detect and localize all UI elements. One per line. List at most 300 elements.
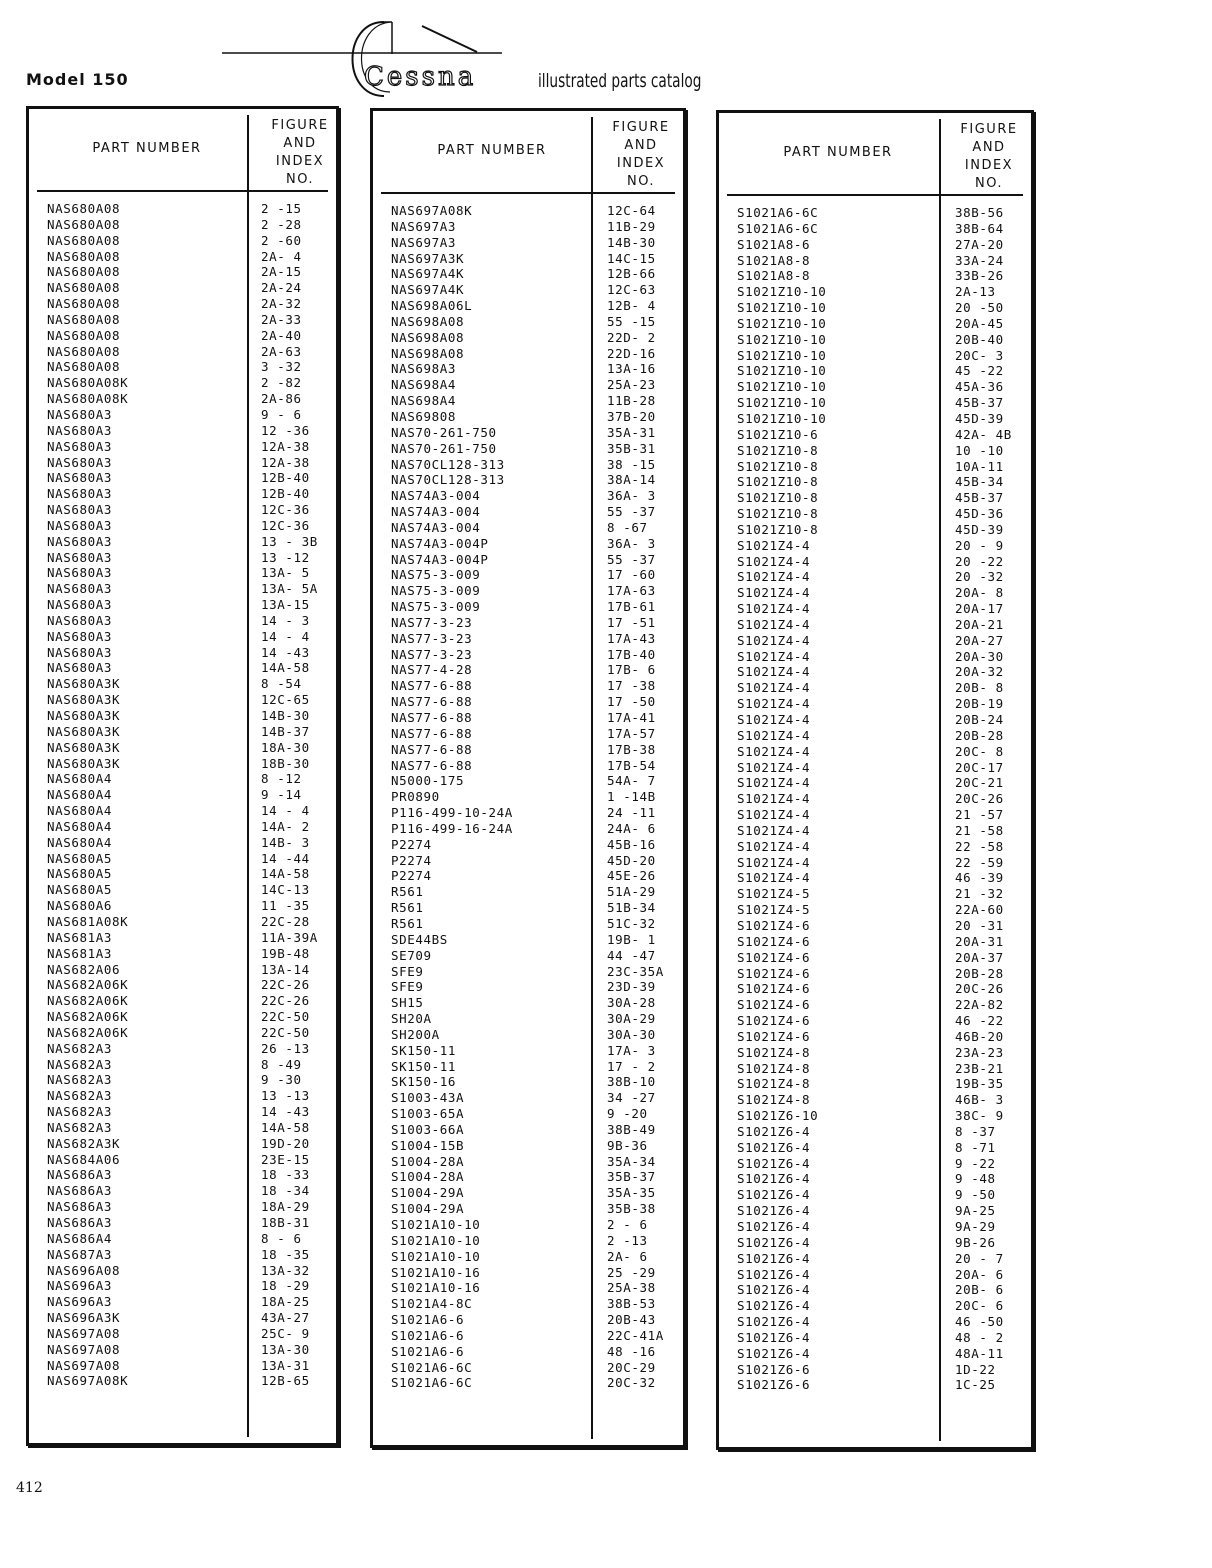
figure-index: 22C-50 bbox=[261, 1024, 310, 1040]
part-number: P116-499-16-24A bbox=[391, 820, 513, 836]
table-row bbox=[373, 377, 683, 393]
table-row bbox=[719, 1377, 1031, 1393]
part-number: NAS680A4 bbox=[47, 834, 113, 850]
figure-index: 8 -49 bbox=[261, 1056, 302, 1072]
figure-index: 51B-34 bbox=[607, 900, 656, 916]
figure-index: 14B-30 bbox=[261, 708, 310, 723]
table-row bbox=[719, 253, 1031, 269]
part-number: S1003-43A bbox=[391, 1090, 465, 1106]
figure-index: 20B- 6 bbox=[955, 1282, 1004, 1298]
part-number: NAS687A3 bbox=[47, 1246, 113, 1262]
part-number: S1021Z6-4 bbox=[737, 1155, 811, 1171]
part-number: S1004-29A bbox=[391, 1201, 465, 1217]
figure-index: 45D-20 bbox=[607, 852, 656, 868]
figure-index: 2A- 4 bbox=[261, 248, 302, 264]
table-row bbox=[29, 518, 336, 534]
part-number: NAS77-4-28 bbox=[391, 662, 473, 678]
part-number: NAS680A08 bbox=[47, 343, 121, 359]
figure-index: 25C- 9 bbox=[261, 1325, 310, 1341]
table-row bbox=[373, 1201, 683, 1217]
table-row bbox=[29, 201, 336, 217]
figure-index: 45A-36 bbox=[955, 379, 1004, 395]
figure-index: 12C-36 bbox=[261, 502, 310, 518]
part-number: NAS680A3 bbox=[47, 612, 113, 628]
part-number: NAS680A3K bbox=[47, 739, 121, 755]
table-row bbox=[29, 1231, 336, 1247]
figure-index: 14 - 4 bbox=[261, 628, 310, 644]
figure-index: 12C-36 bbox=[261, 517, 310, 533]
column-header bbox=[37, 115, 328, 192]
figure-index: 12B-65 bbox=[261, 1373, 310, 1389]
part-number: S1021Z6-4 bbox=[737, 1234, 811, 1250]
part-number: S1021Z10-8 bbox=[737, 521, 819, 537]
part-number: P116-499-10-24A bbox=[391, 805, 513, 821]
part-number: S1021Z4-5 bbox=[737, 886, 811, 902]
table-row bbox=[29, 962, 336, 978]
figure-index: 9 -20 bbox=[607, 1106, 648, 1122]
part-number: NAS69808 bbox=[391, 408, 457, 424]
catalog-title: illustrated parts catalog bbox=[538, 70, 702, 92]
part-number: S1004-15B bbox=[391, 1137, 465, 1153]
figure-index: 8 -12 bbox=[261, 771, 302, 787]
figure-index: 42A- 4B bbox=[955, 426, 1012, 442]
table-row bbox=[29, 344, 336, 360]
part-number: NAS680A08K bbox=[47, 375, 129, 391]
part-number: NAS682A3 bbox=[47, 1040, 113, 1056]
table-row bbox=[719, 744, 1031, 760]
figure-index: 35A-34 bbox=[607, 1153, 656, 1169]
figure-index: 36A- 3 bbox=[607, 488, 656, 504]
table-row bbox=[719, 1282, 1031, 1298]
table-row bbox=[719, 395, 1031, 411]
figure-index: 18 -33 bbox=[261, 1167, 310, 1183]
part-number: NAS698A06L bbox=[391, 298, 473, 314]
part-number: NAS680A3K bbox=[47, 723, 121, 739]
part-number: S1021Z4-4 bbox=[737, 727, 811, 743]
parts-column-2 bbox=[370, 108, 686, 1448]
table-row bbox=[719, 490, 1031, 506]
figure-index: 20B-28 bbox=[955, 727, 1004, 743]
figure-index: 20A-21 bbox=[955, 616, 1004, 632]
figure-index: 13A- 5 bbox=[261, 565, 310, 581]
figure-index: 20C-26 bbox=[955, 981, 1004, 997]
table-row bbox=[373, 1138, 683, 1154]
part-number: NAS697A3K bbox=[391, 250, 465, 266]
part-number: NAS682A3 bbox=[47, 1088, 113, 1104]
part-number: S1021Z6-6 bbox=[737, 1377, 811, 1393]
figure-index: 19B-48 bbox=[261, 945, 310, 961]
figure-index: 18 -29 bbox=[261, 1278, 310, 1294]
figure-index: 2A- 6 bbox=[607, 1248, 648, 1264]
figure-index: 19D-20 bbox=[261, 1135, 310, 1151]
figure-index: 48A-11 bbox=[955, 1345, 1004, 1361]
part-number: S1021Z4-5 bbox=[737, 902, 811, 918]
model-label: Model 150 bbox=[26, 70, 129, 89]
table-row bbox=[29, 946, 336, 962]
part-number: S1021Z4-4 bbox=[737, 712, 811, 727]
part-number: NAS680A3 bbox=[47, 486, 113, 502]
part-number: NAS697A08K bbox=[47, 1373, 129, 1389]
part-number: NAS680A5 bbox=[47, 866, 113, 882]
part-number: S1021A6-6C bbox=[737, 220, 819, 236]
part-number: NAS74A3-004 bbox=[391, 519, 481, 535]
table-row bbox=[29, 676, 336, 692]
part-number: NAS77-6-88 bbox=[391, 725, 473, 741]
part-number: S1021Z6-10 bbox=[737, 1108, 819, 1124]
table-row bbox=[373, 1043, 683, 1059]
figure-index: 20C-29 bbox=[607, 1359, 656, 1375]
table-row bbox=[29, 724, 336, 740]
part-number: NAS682A06K bbox=[47, 993, 129, 1009]
part-number: NAS77-3-23 bbox=[391, 614, 473, 630]
figure-index: 1C-25 bbox=[955, 1377, 996, 1393]
part-number: NAS77-3-23 bbox=[391, 630, 473, 646]
figure-index: 34 -27 bbox=[607, 1090, 656, 1106]
figure-index: 38B-49 bbox=[607, 1121, 656, 1137]
part-number: NAS74A3-004 bbox=[391, 504, 481, 520]
figure-index: 17 -38 bbox=[607, 678, 656, 694]
part-number: S1021Z10-10 bbox=[737, 379, 827, 395]
part-number: S1021Z6-4 bbox=[737, 1123, 811, 1139]
part-number: P2274 bbox=[391, 836, 432, 852]
column-header bbox=[381, 117, 675, 194]
table-row bbox=[719, 1061, 1031, 1077]
part-number: SFE9 bbox=[391, 963, 424, 979]
part-number: NAS75-3-009 bbox=[391, 583, 481, 599]
figure-index: 8 - 6 bbox=[261, 1230, 302, 1246]
part-number: S1004-29A bbox=[391, 1185, 465, 1201]
figure-index: 23D-39 bbox=[607, 979, 656, 995]
table-row bbox=[373, 758, 683, 774]
table-row bbox=[29, 312, 336, 328]
figure-index: 17B-40 bbox=[607, 646, 656, 662]
part-number: S1021Z4-4 bbox=[737, 759, 811, 775]
figure-index: 22C-28 bbox=[261, 913, 310, 929]
table-row bbox=[373, 742, 683, 758]
table-row bbox=[29, 771, 336, 787]
part-number: S1021A6-6C bbox=[391, 1359, 473, 1375]
part-number: NAS77-6-88 bbox=[391, 678, 473, 694]
table-row bbox=[719, 839, 1031, 855]
table-row bbox=[373, 1059, 683, 1075]
table-row bbox=[29, 1120, 336, 1136]
table-row bbox=[719, 1314, 1031, 1330]
column-header bbox=[727, 119, 1023, 196]
figure-index: 46 -39 bbox=[955, 870, 1004, 886]
figure-index: 14 -44 bbox=[261, 850, 310, 866]
part-number: NAS682A3 bbox=[47, 1119, 113, 1135]
figure-index: 20C- 3 bbox=[955, 347, 1004, 363]
part-number: S1021Z4-4 bbox=[737, 870, 811, 886]
part-number: NAS75-3-009 bbox=[391, 599, 481, 615]
part-number: NAS680A3 bbox=[47, 422, 113, 438]
table-row bbox=[29, 439, 336, 455]
part-number: NAS70CL128-313 bbox=[391, 456, 505, 472]
table-row bbox=[719, 1076, 1031, 1092]
table-row bbox=[373, 1154, 683, 1170]
figure-index: 22A-82 bbox=[955, 997, 1004, 1013]
table-row bbox=[373, 916, 683, 932]
table-row bbox=[719, 1235, 1031, 1251]
figure-index: 2A-33 bbox=[261, 311, 302, 327]
part-number: S1021A6-6C bbox=[737, 205, 819, 220]
table-row bbox=[719, 1251, 1031, 1267]
part-number: NAS696A3 bbox=[47, 1278, 113, 1294]
table-row bbox=[373, 1249, 683, 1265]
figure-index: 20 - 7 bbox=[955, 1250, 1004, 1266]
figure-index: 12C-63 bbox=[607, 282, 656, 298]
part-number: NAS696A3 bbox=[47, 1294, 113, 1310]
figure-index: 8 -37 bbox=[955, 1123, 996, 1139]
table-row bbox=[373, 1011, 683, 1027]
figure-index: 2A-32 bbox=[261, 296, 302, 312]
part-number: NAS77-6-88 bbox=[391, 710, 473, 725]
figure-index: 13A- 5A bbox=[261, 581, 318, 597]
figure-index: 20 -32 bbox=[955, 569, 1004, 585]
part-number: NAS680A3K bbox=[47, 676, 121, 692]
table-row bbox=[373, 346, 683, 362]
table-row bbox=[719, 411, 1031, 427]
part-number: S1004-28A bbox=[391, 1169, 465, 1185]
table-row bbox=[29, 1183, 336, 1199]
figure-index: 20C-32 bbox=[607, 1375, 656, 1391]
table-row bbox=[719, 1330, 1031, 1346]
part-number: NAS680A3 bbox=[47, 470, 113, 486]
table-row bbox=[373, 1328, 683, 1344]
part-number: NAS680A3 bbox=[47, 533, 113, 549]
table-row bbox=[29, 851, 336, 867]
figure-index: 11A-39A bbox=[261, 929, 318, 945]
table-row bbox=[29, 328, 336, 344]
figure-index: 9 -30 bbox=[261, 1072, 302, 1088]
part-number: NAS681A08K bbox=[47, 913, 129, 929]
part-number: SH200A bbox=[391, 1026, 440, 1042]
part-number: NAS680A3 bbox=[47, 406, 113, 422]
figure-index: 38B-53 bbox=[607, 1296, 656, 1312]
figure-index: 20C-21 bbox=[955, 775, 1004, 791]
part-number: S1021Z4-6 bbox=[737, 1028, 811, 1044]
figure-index: 45E-26 bbox=[607, 868, 656, 884]
part-number: NAS682A3 bbox=[47, 1104, 113, 1120]
figure-index: 2A-40 bbox=[261, 327, 302, 343]
table-row bbox=[29, 359, 336, 375]
table-row bbox=[719, 332, 1031, 348]
table-row bbox=[373, 552, 683, 568]
part-number: S1021A10-16 bbox=[391, 1280, 481, 1296]
table-row bbox=[29, 756, 336, 772]
figure-index: 25A-38 bbox=[607, 1280, 656, 1296]
figure-index: 43A-27 bbox=[261, 1310, 310, 1326]
part-number: NAS680A08 bbox=[47, 359, 121, 375]
table-row bbox=[719, 1203, 1031, 1219]
part-number: S1021Z10-8 bbox=[737, 442, 819, 458]
table-row bbox=[29, 1072, 336, 1088]
part-number: S1021Z4-4 bbox=[737, 664, 811, 680]
part-number: S1021Z4-4 bbox=[737, 569, 811, 585]
part-number: S1004-28A bbox=[391, 1153, 465, 1169]
part-number: NAS680A4 bbox=[47, 787, 113, 803]
table-row bbox=[29, 423, 336, 439]
figure-index: 2 -28 bbox=[261, 216, 302, 232]
part-number: NAS698A08 bbox=[391, 329, 465, 345]
table-row bbox=[373, 615, 683, 631]
part-number: S1021Z6-4 bbox=[737, 1345, 811, 1361]
part-number: NAS680A5 bbox=[47, 882, 113, 898]
figure-index: 54A- 7 bbox=[607, 773, 656, 789]
part-number: NAS680A3 bbox=[47, 565, 113, 581]
table-row bbox=[29, 502, 336, 518]
figure-index: 38B-64 bbox=[955, 220, 1004, 236]
figure-index: 18 -34 bbox=[261, 1183, 310, 1199]
part-number-header: PART NUMBER bbox=[437, 143, 547, 158]
part-number: S1021Z10-10 bbox=[737, 300, 827, 316]
figure-index: 14A- 2 bbox=[261, 818, 310, 834]
figure-index: 38A-14 bbox=[607, 472, 656, 488]
table-row bbox=[373, 1106, 683, 1122]
figure-index: 14 -43 bbox=[261, 1104, 310, 1120]
table-row bbox=[719, 538, 1031, 554]
figure-index: 11B-28 bbox=[607, 393, 656, 409]
figure-index: 10A-11 bbox=[955, 458, 1004, 474]
part-number: NAS680A08 bbox=[47, 327, 121, 343]
table-row bbox=[373, 409, 683, 425]
figure-index: 38B-10 bbox=[607, 1074, 656, 1090]
table-row bbox=[29, 613, 336, 629]
figure-index: 2A-86 bbox=[261, 391, 302, 407]
part-number: S1021A6-6 bbox=[391, 1312, 465, 1328]
part-number: R561 bbox=[391, 884, 424, 900]
table-row bbox=[719, 950, 1031, 966]
table-row bbox=[373, 662, 683, 678]
table-row bbox=[373, 235, 683, 251]
figure-index: 2 -60 bbox=[261, 232, 302, 248]
part-number: SE709 bbox=[391, 947, 432, 963]
figure-index: 1D-22 bbox=[955, 1361, 996, 1377]
table-row bbox=[29, 898, 336, 914]
parts-list bbox=[29, 201, 336, 1389]
figure-index: 20A-17 bbox=[955, 601, 1004, 617]
figure-index: 26 -13 bbox=[261, 1040, 310, 1056]
parts-list bbox=[719, 205, 1031, 1393]
part-number: NAS697A3 bbox=[391, 234, 457, 250]
table-row bbox=[373, 1027, 683, 1043]
table-row bbox=[373, 583, 683, 599]
figure-index: 46B- 3 bbox=[955, 1092, 1004, 1108]
figure-index: 48 -16 bbox=[607, 1343, 656, 1359]
table-row bbox=[29, 264, 336, 280]
figure-index: 20 - 9 bbox=[955, 537, 1004, 553]
part-number: NAS680A4 bbox=[47, 818, 113, 834]
table-row bbox=[719, 459, 1031, 475]
table-row bbox=[373, 1296, 683, 1312]
table-row bbox=[373, 853, 683, 869]
part-number: NAS682A3 bbox=[47, 1072, 113, 1088]
figure-index: 12A-38 bbox=[261, 454, 310, 470]
part-number: S1021Z6-4 bbox=[737, 1139, 811, 1155]
table-row bbox=[373, 1090, 683, 1106]
part-number: NAS680A6 bbox=[47, 898, 113, 914]
table-row bbox=[29, 296, 336, 312]
table-row bbox=[373, 821, 683, 837]
part-number: NAS682A06K bbox=[47, 1024, 129, 1040]
figure-index: 18A-30 bbox=[261, 739, 310, 755]
part-number: S1021Z10-10 bbox=[737, 410, 827, 426]
part-number: S1021Z4-8 bbox=[737, 1092, 811, 1108]
figure-index: 20A- 8 bbox=[955, 585, 1004, 601]
part-number: S1021Z6-4 bbox=[737, 1187, 811, 1203]
part-number: S1021Z4-6 bbox=[737, 917, 811, 933]
part-number: NAS680A08 bbox=[47, 296, 121, 312]
table-row bbox=[373, 1169, 683, 1185]
table-row bbox=[29, 1278, 336, 1294]
table-row bbox=[373, 1344, 683, 1360]
table-row bbox=[29, 803, 336, 819]
table-row bbox=[373, 805, 683, 821]
figure-index: 19B-35 bbox=[955, 1076, 1004, 1092]
figure-index: 20A- 6 bbox=[955, 1266, 1004, 1282]
part-number: NAS680A3 bbox=[47, 597, 113, 613]
part-number: SDE44BS bbox=[391, 931, 448, 947]
table-row bbox=[373, 631, 683, 647]
table-row bbox=[719, 221, 1031, 237]
table-row bbox=[29, 1342, 336, 1358]
part-number: NAS698A4 bbox=[391, 393, 457, 409]
table-row bbox=[373, 678, 683, 694]
table-row bbox=[719, 870, 1031, 886]
figure-index: 14B- 3 bbox=[261, 834, 310, 850]
table-row bbox=[373, 1375, 683, 1391]
part-number: NAS682A06 bbox=[47, 961, 121, 977]
table-row bbox=[719, 1013, 1031, 1029]
part-number: S1021A4-8C bbox=[391, 1296, 473, 1312]
part-number: S1021Z10-10 bbox=[737, 363, 827, 379]
part-number: S1021Z10-10 bbox=[737, 395, 827, 411]
figure-index: 23E-15 bbox=[261, 1151, 310, 1167]
part-number: R561 bbox=[391, 900, 424, 916]
figure-index: 17A-63 bbox=[607, 583, 656, 599]
table-row bbox=[719, 617, 1031, 633]
table-row bbox=[29, 1009, 336, 1025]
part-number: S1021Z6-4 bbox=[737, 1219, 811, 1234]
part-number: NAS686A3 bbox=[47, 1215, 113, 1230]
table-row bbox=[719, 1298, 1031, 1314]
figure-index: 14 - 3 bbox=[261, 612, 310, 628]
table-row bbox=[373, 203, 683, 219]
table-row bbox=[373, 964, 683, 980]
table-row bbox=[29, 993, 336, 1009]
table-row bbox=[719, 807, 1031, 823]
figure-index: 38C- 9 bbox=[955, 1108, 1004, 1124]
part-number: S1021Z4-4 bbox=[737, 680, 811, 696]
table-row bbox=[29, 1152, 336, 1168]
part-number: S1021Z6-4 bbox=[737, 1203, 811, 1219]
figure-index: 20A-37 bbox=[955, 949, 1004, 965]
table-row bbox=[29, 534, 336, 550]
figure-index: 20B-19 bbox=[955, 696, 1004, 712]
part-number: NAS686A3 bbox=[47, 1183, 113, 1199]
part-number: S1021Z4-4 bbox=[737, 838, 811, 854]
table-row bbox=[29, 407, 336, 423]
figure-index: 9 -22 bbox=[955, 1155, 996, 1171]
table-row bbox=[373, 266, 683, 282]
table-row bbox=[29, 740, 336, 756]
part-number: NAS686A4 bbox=[47, 1230, 113, 1246]
part-number: S1003-65A bbox=[391, 1106, 465, 1122]
table-row bbox=[719, 268, 1031, 284]
figure-index: 13A-31 bbox=[261, 1357, 310, 1373]
table-row bbox=[373, 298, 683, 314]
figure-index: 55 -37 bbox=[607, 504, 656, 520]
